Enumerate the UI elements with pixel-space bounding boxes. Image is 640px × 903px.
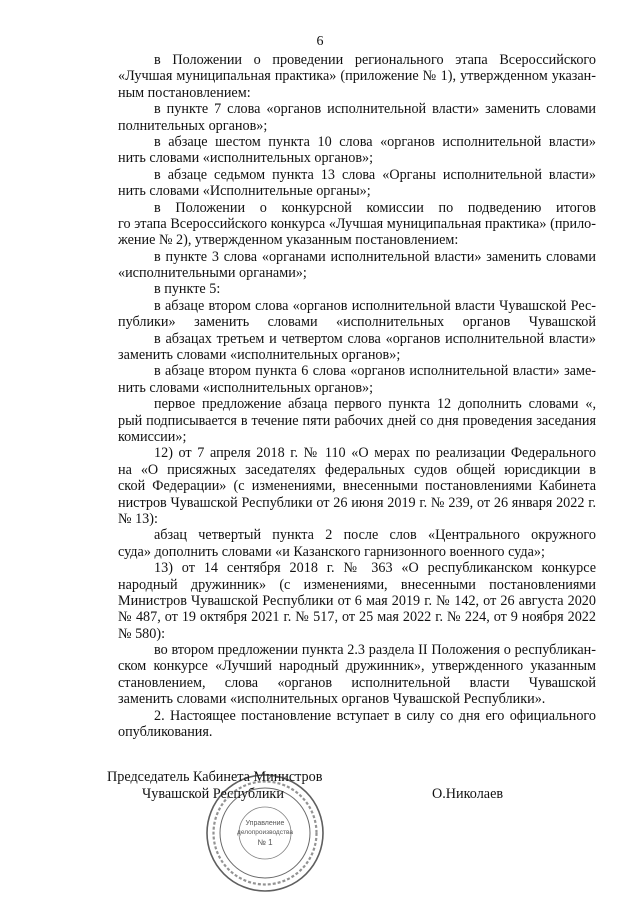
text-line: в абзаце седьмом пункта 13 слова «Органы исполнительной власти» xyxy=(154,166,596,183)
seal-center-line-2: делопроизводства xyxy=(237,829,293,836)
text-line: в Положении о конкурсной комиссии по подведению итогов xyxy=(154,199,596,216)
text-line: в Положении о проведении регионального этапа Всероссийского xyxy=(154,52,596,68)
text-line: в абзаце втором пункта 6 слова «органов исполнительной власти» заме- xyxy=(154,363,596,380)
text-line: опубликования. xyxy=(118,724,213,741)
text-line: Министров Чувашской Республики от 6 мая 2019 г. № 142, от 26 августа 2020 xyxy=(118,592,596,609)
text-line: ской Федерации» (с изменениями, внесенными постановлениями Кабинета xyxy=(118,478,596,495)
official-seal-stamp xyxy=(204,772,326,894)
signatory-name: О.Николаев xyxy=(432,786,504,802)
text-line: 2. Настоящее постановление вступает в силу со дня его официального xyxy=(154,707,596,724)
text-line: нить словами «исполнительных органов»; xyxy=(118,150,374,167)
text-line: нить словами «исполнительных органов»; xyxy=(118,379,374,396)
document-body xyxy=(118,52,596,740)
text-line: суда» дополнить словами «и Казанского гарнизонного военного суда»; xyxy=(118,543,545,560)
text-line: «Лучшая муниципальная практика» (приложение № 1), утвержденном указан- xyxy=(118,68,596,85)
text-line: рый подписывается в течение пяти рабочих дней со дня проведения заседания xyxy=(118,412,596,429)
text-line: ным постановлением: xyxy=(118,84,251,101)
text-line: во втором предложении пункта 2.3 раздела II Положения о республикан- xyxy=(154,642,596,659)
text-line: в абзаце шестом пункта 10 слова «органов исполнительной власти» xyxy=(154,133,596,150)
signature-title-line-2: Чувашской Республики xyxy=(142,786,284,802)
text-line: полнительных органов»; xyxy=(118,117,268,134)
text-line: 13) от 14 сентября 2018 г. № 363 «О республиканском конкурсе xyxy=(154,560,596,577)
signature-title-line-1: Председатель Кабинета Министров xyxy=(107,769,323,785)
text-line: «исполнительными органами»; xyxy=(118,265,307,282)
text-line: в абзацах третьем и четвертом слова «органов исполнительной власти» xyxy=(154,330,596,347)
text-line: на «О присяжных заседателях федеральных судов общей юрисдикции в xyxy=(118,461,596,478)
text-line: в пункте 5: xyxy=(154,281,221,298)
text-line: ском конкурсе «Лучший народный дружинник», утвержденного указанным xyxy=(118,658,596,675)
page-number: 6 xyxy=(316,34,324,49)
text-line: становлением, слова «органов исполнительной власти Чувашской xyxy=(118,674,596,691)
text-line: нистров Чувашской Республики от 26 июня 2019 г. № 239, от 26 января 2022 г. xyxy=(118,494,596,511)
text-line: абзац четвертый пункта 2 после слов «Центрального окружного xyxy=(154,527,596,544)
text-line: первое предложение абзаца первого пункта 12 дополнить словами «, xyxy=(154,396,596,413)
text-line: заменить словами «исполнительных органов»; xyxy=(118,347,401,364)
text-line: в пункте 7 слова «органов исполнительной власти» заменить словами xyxy=(154,101,596,118)
seal-center-line-3: № 1 xyxy=(257,838,273,847)
seal-center-line-1: Управление xyxy=(245,820,285,827)
text-line: го этапа Всероссийского конкурса «Лучшая муниципальная практика» (прило- xyxy=(118,215,596,232)
text-line: нить словами «Исполнительные органы»; xyxy=(118,183,371,200)
text-line: публики» заменить словами «исполнительных органов Чувашской xyxy=(118,314,596,331)
text-line: 12) от 7 апреля 2018 г. № 110 «О мерах по реализации Федерального xyxy=(154,445,596,462)
text-line: № 13): xyxy=(118,510,158,527)
text-line: жение № 2), утвержденном указанным постановлением: xyxy=(118,232,459,249)
text-line: № 487, от 19 октября 2021 г. № 517, от 25 мая 2022 г. № 224, от 9 ноября 2022 xyxy=(118,609,596,626)
text-line: в пункте 3 слова «органами исполнительной власти» заменить словами xyxy=(154,248,596,265)
text-line: заменить словами «исполнительных органов Чувашской Республики». xyxy=(118,691,546,708)
text-line: № 580): xyxy=(118,625,166,642)
text-line: комиссии»; xyxy=(118,428,187,445)
text-line: в абзаце втором слова «органов исполнительной власти Чувашской Рес- xyxy=(154,297,596,314)
text-line: народный дружинник» (с изменениями, внесенными постановлениями xyxy=(118,576,596,593)
